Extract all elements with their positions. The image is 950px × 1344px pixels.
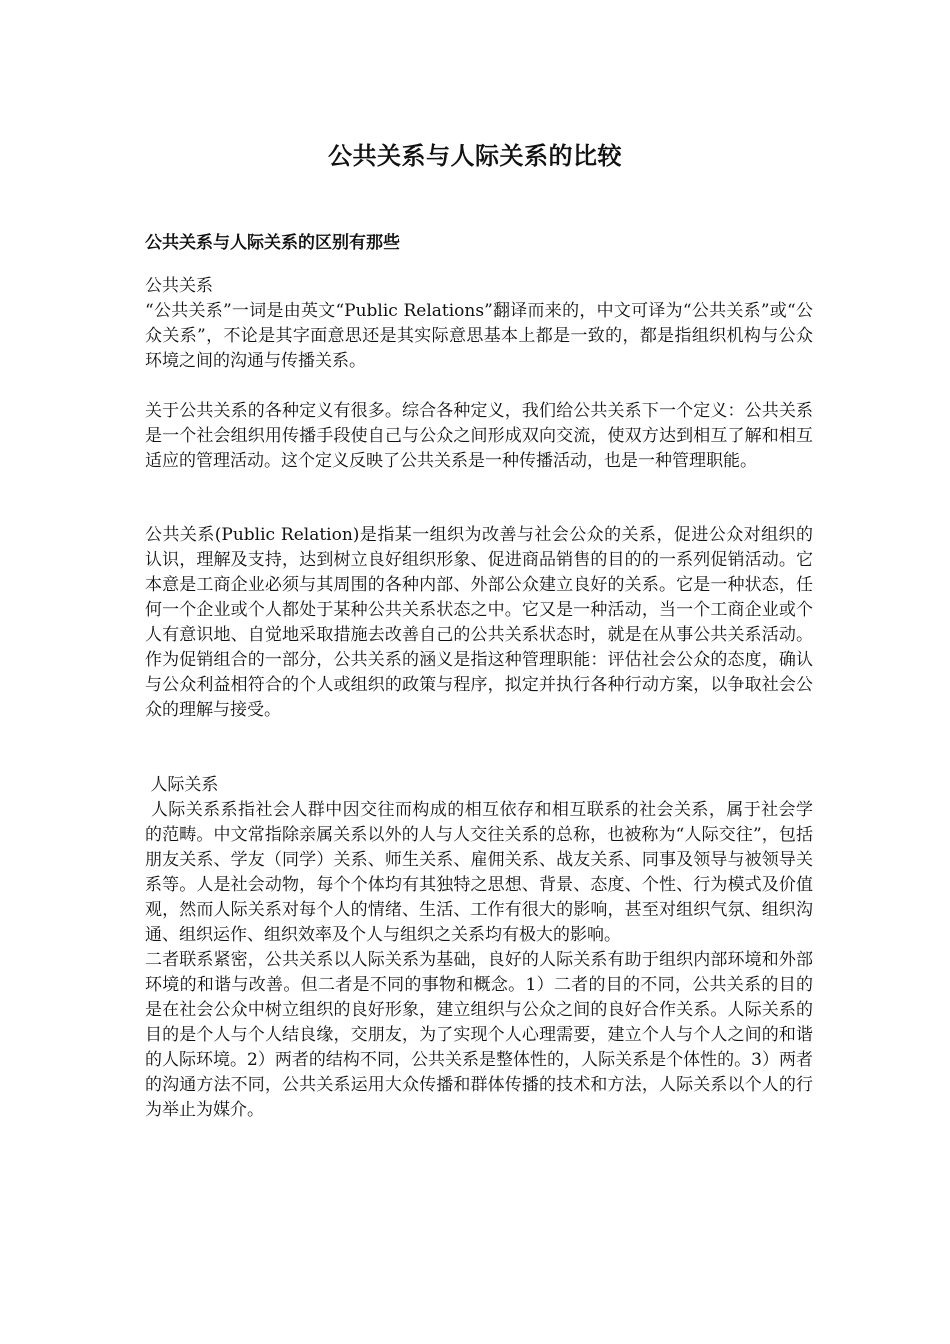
section-interpersonal-relations — [145, 773, 813, 1123]
paragraph-pr-3: 公共关系(Public Relation)是指某一组织为改善与社会公众的关系，促进公众对组织的认识，理解及支持，达到树立良好组织形象、促进商品销售的目的的一系列促销活动。它本意是工商企业必须与其周围的各种内部、外部公众建立良好的关系。它是一种状态，任何一个企业或个人都处于某种公共关系状态之中。它又是一种活动，当一个工商企业或个人有意识地、自觉地采取措施去改善自己的公共关系状态时，就是在从事公共关系活动。作为促销组合的一部分，公共关系的涵义是指这种管理职能：评估社会公众的态度，确认与公众利益相符合的个人或组织的政策与程序，拟定并执行各种行动方案，以争取社会公众的理解与接受。 — [145, 525, 813, 720]
paragraph-pr-2: 关于公共关系的各种定义有很多。综合各种定义，我们给公共关系下一个定义：公共关系是一个社会组织用传播手段使自己与公众之间形成双向交流，使双方达到相互了解和相互适应的管理活动。这个定义反映了公共关系是一种传播活动，也是一种管理职能。 — [145, 401, 813, 471]
section-heading-public-relations: 公共关系 — [145, 276, 213, 296]
paragraph-ir-1: 人际关系系指社会人群中因交往而构成的相互依存和相互联系的社会关系，属于社会学的范畴。中文常指除亲属关系以外的人与人交往关系的总称，也被称为“人际交往”，包括朋友关系、学友（同学）关系、师生关系、雇佣关系、战友关系、同事及领导与被领导关系等。人是社会动物，每个个体均有其独特之思想、背景、态度、个性、行为模式及价值观，然而人际关系对每个人的情绪、生活、工作有很大的影响，甚至对组织气氛、组织沟通、组织运作、组织效率及个人与组织之关系均有极大的影响。 — [145, 800, 813, 945]
document-subtitle: 公共关系与人际关系的区别有那些 — [145, 233, 400, 253]
section-public-relations — [145, 274, 813, 374]
section-heading-interpersonal: 人际关系 — [145, 775, 219, 795]
page-title: 公共关系与人际关系的比较 — [328, 141, 622, 170]
paragraph-pr-1: “公共关系”一词是由英文“Public Relations”翻译而来的，中文可译为“公共关系”或“公众关系”，不论是其字面意思还是其实际意思基本上都是一致的，都是指组织机构与公众环境之间的沟通与传播关系。 — [145, 301, 813, 371]
paragraph-ir-2: 二者联系紧密，公共关系以人际关系为基础，良好的人际关系有助于组织内部环境和外部环境的和谐与改善。但二者是不同的事物和概念。1）二者的目的不同，公共关系的目的是在社会公众中树立组织的良好形象，建立组织与公众之间的良好合作关系。人际关系的目的是个人与个人结良缘，交朋友，为了实现个人心理需要，建立个人与个人之间的和谐的人际环境。2）两者的结构不同，公共关系是整体性的，人际关系是个体性的。3）两者的沟通方法不同，公共关系运用大众传播和群体传播的技术和方法，人际关系以个人的行为举止为媒介。 — [145, 950, 813, 1120]
